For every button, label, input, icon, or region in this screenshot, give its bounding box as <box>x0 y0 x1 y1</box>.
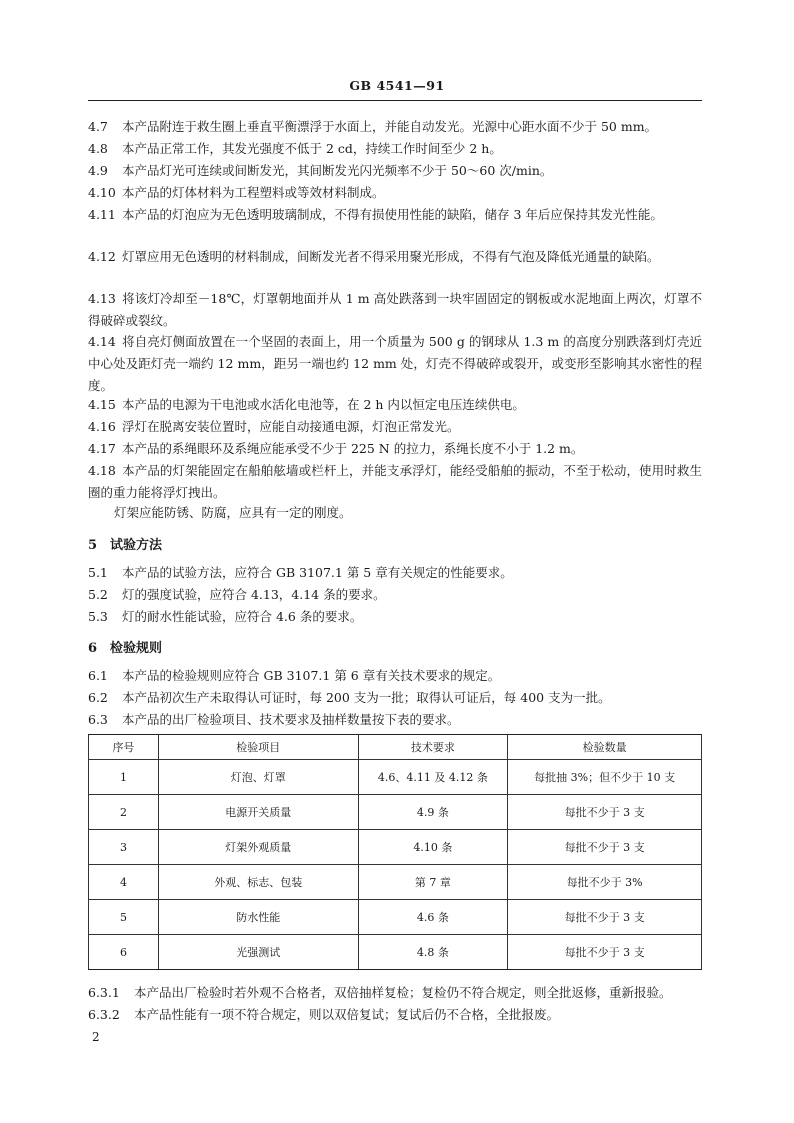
clause-number: 5.3 <box>88 609 108 624</box>
clause-6-3-1 <box>88 982 702 1004</box>
table-cell: 4 <box>89 865 159 900</box>
clause-4-18 <box>88 460 702 504</box>
clause-6-2 <box>88 687 702 709</box>
clause-4-15 <box>88 394 702 416</box>
table-cell: 每批不少于 3 支 <box>508 935 702 970</box>
clause-text: 本产品的电源为干电池或水活化电池等，在 2 h 内以恒定电压连续供电。 <box>122 397 525 412</box>
clause-text: 本产品的系绳眼环及系绳应能承受不少于 225 N 的拉力，系绳长度不小于 1.2 m。 <box>122 441 584 456</box>
header-rule <box>88 100 702 101</box>
clause-4-14 <box>88 331 702 397</box>
table-cell: 1 <box>89 760 159 795</box>
clause-number: 4.16 <box>88 419 116 434</box>
table-cell: 每批不少于 3 支 <box>508 830 702 865</box>
clause-4-11 <box>88 204 702 226</box>
clause-text: 本产品初次生产未取得认可证时，每 200 支为一批；取得认可证后，每 400 支为一批。 <box>122 690 611 705</box>
clause-6-3-2 <box>88 1004 702 1026</box>
section-number: 5 <box>88 538 98 553</box>
table-cell: 每批抽 3%；但不少于 10 支 <box>508 760 702 795</box>
table-cell: 光强测试 <box>158 935 358 970</box>
clause-number: 4.15 <box>88 397 116 412</box>
table-row <box>89 935 702 970</box>
clause-number: 4.7 <box>88 119 108 134</box>
clause-number: 4.18 <box>88 463 116 478</box>
table-header-cell: 检验数量 <box>508 735 702 760</box>
table-cell: 每批不少于 3% <box>508 865 702 900</box>
clause-text: 本产品附连于救生圈上垂直平衡漂浮于水面上，并能自动发光。光源中心距水面不少于 50 mm。 <box>122 119 658 134</box>
clause-number: 6.1 <box>88 668 108 683</box>
table-cell: 4.6、4.11 及 4.12 条 <box>358 760 508 795</box>
clause-text: 将该灯冷却至－18℃，灯罩朝地面并从 1 m 高处跌落到一块牢固固定的钢板或水泥地面上两次，灯罩不得破碎或裂纹。 <box>88 291 702 328</box>
clause-text: 本产品的检验规则应符合 GB 3107.1 第 6 章有关技术要求的规定。 <box>122 668 501 683</box>
clause-text: 灯的强度试验，应符合 4.13，4.14 条的要求。 <box>122 587 386 602</box>
table-cell: 电源开关质量 <box>158 795 358 830</box>
clause-5-2 <box>88 584 702 606</box>
table-cell: 外观、标志、包装 <box>158 865 358 900</box>
table-header-row <box>89 735 702 760</box>
table-cell: 每批不少于 3 支 <box>508 900 702 935</box>
clause-4-7 <box>88 116 702 138</box>
clause-4-18-continuation: 灯架应能防锈、防腐，应具有一定的刚度。 <box>114 505 352 520</box>
clause-text: 本产品的灯体材料为工程塑料或等效材料制成。 <box>122 185 385 200</box>
clause-number: 4.12 <box>88 249 116 264</box>
table-cell: 3 <box>89 830 159 865</box>
clause-text: 本产品正常工作，其发光强度不低于 2 cd，持续工作时间至少 2 h。 <box>122 141 502 156</box>
table-cell: 第 7 章 <box>358 865 508 900</box>
clause-text: 本产品的出厂检验项目、技术要求及抽样数量按下表的要求。 <box>122 712 460 727</box>
table-cell: 灯泡、灯罩 <box>158 760 358 795</box>
table-header-cell: 序号 <box>89 735 159 760</box>
clause-text: 本产品的灯架能固定在船舶舷墙或栏杆上，并能支承浮灯，能经受船舶的振动，不至于松动，使用时救生圈的重力能将浮灯拽出。 <box>88 463 702 500</box>
clause-text: 本产品的试验方法，应符合 GB 3107.1 第 5 章有关规定的性能要求。 <box>122 565 513 580</box>
section-title: 试验方法 <box>110 538 163 553</box>
clause-number: 4.8 <box>88 141 108 156</box>
clause-4-9 <box>88 160 702 182</box>
table-row <box>89 830 702 865</box>
table-cell: 灯架外观质量 <box>158 830 358 865</box>
clause-number: 6.3.2 <box>88 1007 120 1022</box>
clause-4-17 <box>88 438 702 460</box>
clause-text: 浮灯在脱离安装位置时，应能自动接通电源，灯泡正常发光。 <box>122 419 460 434</box>
table-header-cell: 技术要求 <box>358 735 508 760</box>
table-row <box>89 760 702 795</box>
clause-4-16 <box>88 416 702 438</box>
clause-4-10 <box>88 182 702 204</box>
table-cell: 每批不少于 3 支 <box>508 795 702 830</box>
clause-number: 5.2 <box>88 587 108 602</box>
clause-5-3 <box>88 606 702 628</box>
table-cell: 4.6 条 <box>358 900 508 935</box>
section-5-heading <box>88 534 162 553</box>
clause-4-12 <box>88 246 702 268</box>
table-cell: 6 <box>89 935 159 970</box>
clause-number: 4.17 <box>88 441 116 456</box>
clause-6-1 <box>88 665 702 687</box>
clause-text: 本产品灯光可连续或间断发光，其间断发光闪光频率不少于 50～60 次/min。 <box>122 163 553 178</box>
section-6-heading <box>88 637 162 656</box>
table-cell: 4.8 条 <box>358 935 508 970</box>
table-cell: 4.10 条 <box>358 830 508 865</box>
clause-text: 灯的耐水性能试验，应符合 4.6 条的要求。 <box>122 609 363 624</box>
section-title: 检验规则 <box>110 641 163 656</box>
clause-text: 本产品的灯泡应为无色透明玻璃制成，不得有损使用性能的缺陷，储存 3 年后应保持其发光性能。 <box>122 207 663 222</box>
clause-6-3 <box>88 709 702 731</box>
clause-text: 本产品性能有一项不符合规定，则以双倍复试；复试后仍不合格，全批报废。 <box>134 1007 560 1022</box>
table-cell: 防水性能 <box>158 900 358 935</box>
clause-number: 5.1 <box>88 565 108 580</box>
clause-number: 4.10 <box>88 185 116 200</box>
table-row <box>89 865 702 900</box>
clause-text: 灯罩应用无色透明的材料制成，间断发光者不得采用聚光形成，不得有气泡及降低光通量的缺陷。 <box>122 249 660 264</box>
section-number: 6 <box>88 641 98 656</box>
table-row <box>89 795 702 830</box>
clause-4-13 <box>88 288 702 332</box>
page-number: 2 <box>92 1030 100 1044</box>
table-cell: 2 <box>89 795 159 830</box>
clause-5-1 <box>88 562 702 584</box>
table-header-cell: 检验项目 <box>158 735 358 760</box>
inspection-table <box>88 734 702 970</box>
clause-4-8 <box>88 138 702 160</box>
page-header: GB 4541—91 <box>349 78 445 93</box>
table-cell: 5 <box>89 900 159 935</box>
clause-number: 4.13 <box>88 291 116 306</box>
table-row <box>89 900 702 935</box>
clause-number: 4.11 <box>88 207 116 222</box>
clause-number: 6.3 <box>88 712 108 727</box>
clause-number: 4.14 <box>88 334 116 349</box>
clause-text: 本产品出厂检验时若外观不合格者，双倍抽样复检；复检仍不符合规定，则全批返修，重新报验。 <box>134 985 672 1000</box>
clause-number: 6.2 <box>88 690 108 705</box>
clause-number: 4.9 <box>88 163 108 178</box>
table-cell: 4.9 条 <box>358 795 508 830</box>
clause-number: 6.3.1 <box>88 985 120 1000</box>
clause-text: 将自亮灯侧面放置在一个坚固的表面上，用一个质量为 500 g 的钢球从 1.3 m 的高度分别跌落到灯壳近中心处及距灯壳一端约 12 mm，距另一端也约 12 mm 处，灯壳不得破碎或裂开，或变形至影响其水密性的程度。 <box>88 334 702 393</box>
